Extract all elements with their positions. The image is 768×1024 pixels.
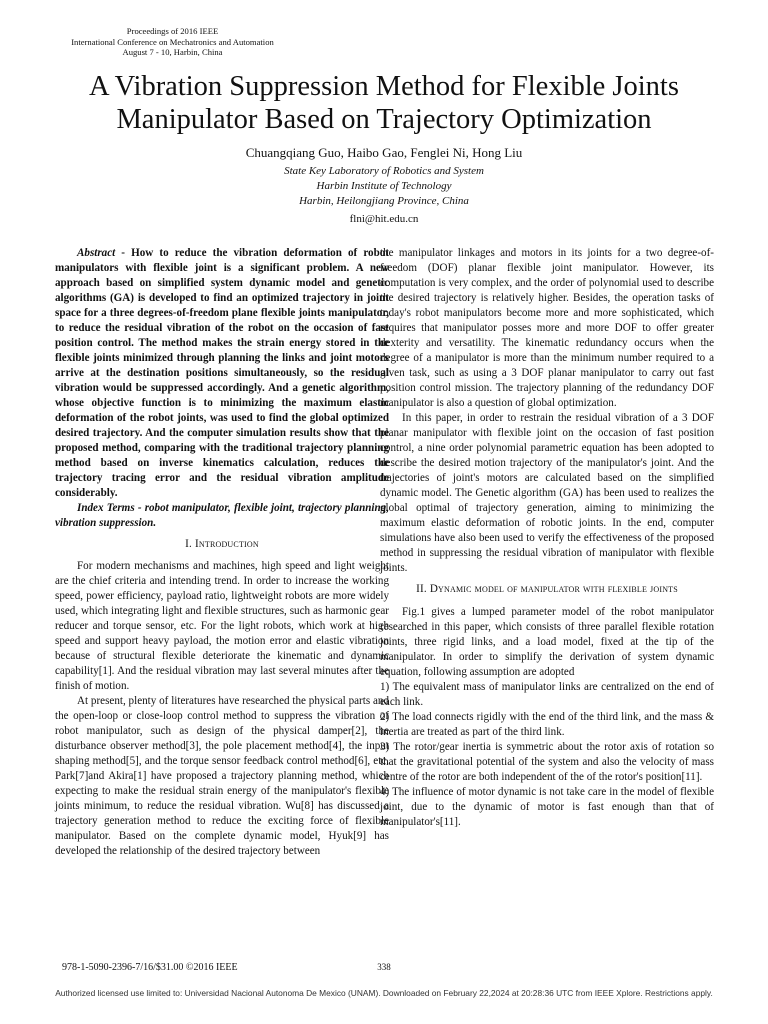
authors: Chuangqiang Guo, Haibo Gao, Fenglei Ni, Hong Liu (245, 145, 523, 160)
assumption-item: 1) The equivalent mass of manipulator links are centralized on the end of each link. (380, 681, 714, 708)
proceedings-line: August 7 - 10, Harbin, China (122, 47, 223, 58)
intro-paragraph-2: At present, plenty of literatures have researched the physical parts and the open-loop or close-loop control method to suppress the vibration of robot manipulator, such as design of the physical damper[2], the disturbance observer method[3], the pole placement method[4], the input shaping method[5], and the torque sensor feedback control method[6], etc. Park[7]and Akira[1] have proposed a trajectory planning method, which expecting to make the residual strain energy of the manipulator's flexible joints minimum, to reduce the residual vibration. Wu[8] has discussed a trajectory generation method to reduce the exciting force of flexible manipulator. Based on the complete dynamic model, Hyuk[9] has developed the relationship of the desired trajectory between (55, 695, 389, 857)
section-heading-introduction: I. Introduction (185, 538, 259, 550)
abstract (55, 246, 389, 501)
affiliation (0, 164, 768, 209)
index-terms: Index Terms - robot manipulator, flexible joint, trajectory planning, vibration suppression. (55, 502, 389, 529)
abstract-text: - How to reduce the vibration deformation of robot manipulators with flexible joint is a significant problem. A new approach based on simplified system dynamic model and genetic algorithms (GA) is developed to find an optimized trajectory in joint space for a three degrees-of-freedom plane flexible joints manipulator, to reduce the residual vibration of the robot on the occasion of fast position control. The method makes the strain energy stored in the flexible joints minimized through planning the links and joint motors arrive at the destination positions simultaneously, so the residual vibration would be suppressed accordingly. And a genetic algorithm, whose objective function is to minimizing the maximum elastic deformation of the robot joints, was used to find the global optimized desired trajectory. And the computer simulation results show that the proposed method, comparing with the traditional trajectory planning method based on inverse kinematics calculation, reduces the trajectory tracing error and the residual vibration amplitude considerably. (55, 247, 389, 499)
section-heading-dynamic-model: II. Dynamic model of manipulator with flexible joints (416, 583, 678, 595)
assumption-item: 3) The rotor/gear inertia is symmetric about the rotor axis of rotation so that the gravitational potential of the system and also the velocity of mass centre of the rotor are both independent of the of the rotor's position[11]. (380, 741, 714, 783)
license-notice: Authorized licensed use limited to: Universidad Nacional Autonoma De Mexico (UNAM). Downloaded on February 22,2024 at 20:28:36 UTC from IEEE Xplore. Restrictions apply. (55, 988, 713, 998)
assumption-item: 4) The influence of motor dynamic is not take care in the model of flexible joint, due to the dynamic of motor is fast enough than that of manipulator's[11]. (380, 786, 714, 828)
abstract-lead: Abstract (77, 247, 116, 259)
affiliation-line: Harbin, Heilongjiang Province, China (299, 195, 469, 207)
left-column (55, 246, 389, 859)
intro-paragraph-1: For modern mechanisms and machines, high speed and light weight are the chief criteria and intending trend. In order to increase the working speed, power efficiency, payload ratio, lightweight robots are more widely used, which integrating light and flexible structures, such as harmonic gear reducer and torque sensor, etc. For the light robots, which work at high speed and support heavy payload, the motion error and elastic vibration because of structural flexible deteriorate the kinematic and dynamic capability[1]. And the residual vibration may last several minutes after the finish of motion. (55, 560, 389, 692)
intro-paragraph-4: In this paper, in order to restrain the residual vibration of a 3 DOF planar manipulator with flexible joint on the occasion of fast position control, a nine order polynomial parametric equation has been adopted to describe the desired motion trajectory of the manipulator's joint. And the trajectories of joint's motors are calculated based on the simplified dynamic model. The Genetic algorithm (GA) has been used to realizes the global optimal of trajectory generation, aiming to minimizing the maximum elastic deformation of robotic joints. In the end, computer simulations have also been used to verify the effectiveness of the proposed method in suppressing the residual vibration of manipulator with flexible joints. (380, 412, 714, 574)
intro-paragraph-3: the manipulator linkages and motors in its joints for a two degree-of-freedom (DOF) planar flexible joint manipulator. However, its computation is very complex, and the order of polynomial used to describe the desired trajectory is relatively higher. Besides, the operation tasks of today's robot manipulators become more and more sophisticated, which requires that manipulator posses more and more DOF to offer greater dexterity and versatility. The kinematic redundancy occurs when the degree of a manipulator is more than the minimum number required to a given task, such as using a 3 DOF planar manipulator to carry out fast position control mission. The trajectory planning of the redundancy DOF manipulator is also a question of global optimization. (380, 247, 714, 409)
affiliation-line: State Key Laboratory of Robotics and System (284, 165, 484, 177)
right-column (380, 246, 714, 830)
assumption-list (380, 680, 714, 830)
proceedings-line: Proceedings of 2016 IEEE (126, 26, 219, 36)
proceedings-line: International Conference on Mechatronics and Automation (71, 36, 274, 47)
affiliation-line: Harbin Institute of Technology (316, 180, 452, 192)
proceedings-header (40, 26, 305, 58)
assumption-item: 2) The load connects rigidly with the end of the third link, and the mass & inertia are treated as part of the third link. (380, 711, 714, 738)
paper-title (20, 70, 748, 136)
author-email: flni@hit.edu.cn (349, 213, 419, 225)
title-line: Manipulator Based on Trajectory Optimization (116, 104, 652, 135)
model-paragraph-1: Fig.1 gives a lumped parameter model of the robot manipulator researched in this paper, which consists of three parallel flexible rotation joints, three rigid links, and a load model, fixed at the tip of the manipulator. In order to simplify the derivation of system dynamic equation, following assumption are adopted (380, 606, 714, 678)
title-line: A Vibration Suppression Method for Flexible Joints (89, 71, 679, 102)
footer-isbn: 978-1-5090-2396-7/16/$31.00 ©2016 IEEE (62, 962, 238, 973)
page-number: 338 (377, 962, 391, 972)
